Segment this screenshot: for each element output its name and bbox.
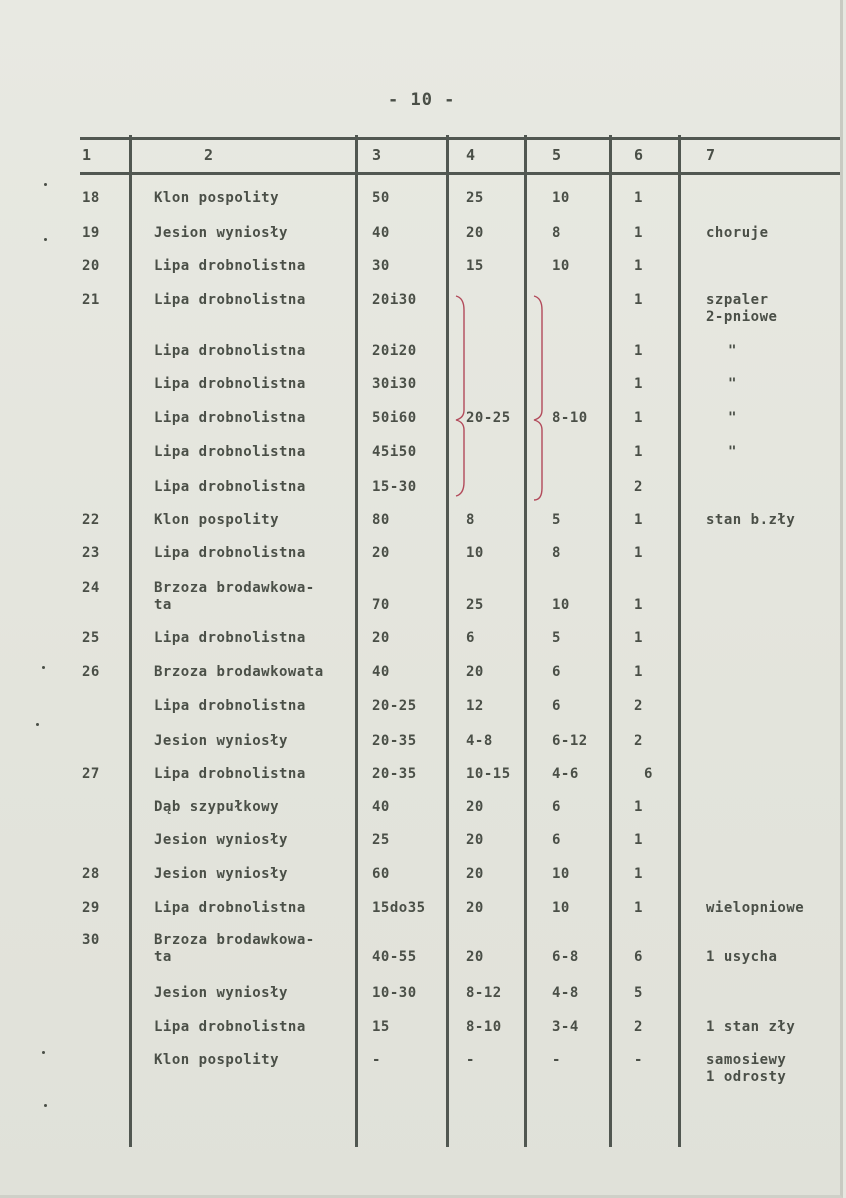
table-cell: Lipa drobnolistna xyxy=(154,766,306,782)
table-cell: 20i20 xyxy=(372,343,417,359)
table-cell: 1 xyxy=(634,343,643,359)
table-cell: 30i30 xyxy=(372,376,417,392)
table-cell: 27 xyxy=(82,766,100,782)
bracket-col4 xyxy=(456,296,464,496)
table-cell: 20 xyxy=(82,258,100,274)
table-cell: 15do35 xyxy=(372,900,426,916)
table-cell: wielopniowe xyxy=(706,900,805,916)
table-cell: 4-8 xyxy=(466,733,493,749)
table-cell: Lipa drobnolistna xyxy=(154,376,306,392)
table-cell: 10 xyxy=(552,900,570,916)
table-cell: 6 xyxy=(552,664,561,680)
table-cell: 1 xyxy=(634,900,643,916)
table-cell: 15 xyxy=(466,258,484,274)
table-cell: " xyxy=(728,444,737,460)
table-cell: - xyxy=(552,1052,561,1068)
table-cell: 29 xyxy=(82,900,100,916)
table-cell: 20-25 xyxy=(466,410,511,426)
column-header: 7 xyxy=(706,146,716,164)
table-cell: Lipa drobnolistna xyxy=(154,545,306,561)
table-cell: 1 xyxy=(634,512,643,528)
table-cell: 26 xyxy=(82,664,100,680)
table-cell: 10-15 xyxy=(466,766,511,782)
table-cell: 10-30 xyxy=(372,985,417,1001)
margin-dot xyxy=(44,1104,47,1107)
table-cell: Klon pospolity xyxy=(154,512,280,528)
table-cell: 1 xyxy=(634,225,643,241)
table-cell: Lipa drobnolistna xyxy=(154,444,306,460)
table-cell: 20 xyxy=(466,949,484,965)
table-cell: Lipa drobnolistna xyxy=(154,258,306,274)
page-number: - 10 - xyxy=(388,90,456,110)
table-cell: 15-30 xyxy=(372,479,417,495)
table-cell: Brzoza brodawkowata xyxy=(154,664,324,680)
table-cell: 8 xyxy=(466,512,475,528)
table-cell: 20 xyxy=(466,225,484,241)
table-cell: 50 xyxy=(372,190,390,206)
table-cell: Lipa drobnolistna xyxy=(154,900,306,916)
column-header: 3 xyxy=(372,146,382,164)
table-cell: 8-12 xyxy=(466,985,502,1001)
table-cell: 6 xyxy=(552,799,561,815)
table-cell: stan b.zły xyxy=(706,512,796,528)
table-cell: 20-35 xyxy=(372,733,417,749)
table-cell: Lipa drobnolistna xyxy=(154,630,306,646)
table-cell: 2 xyxy=(634,479,643,495)
table-cell: Lipa drobnolistna xyxy=(154,343,306,359)
table-cell: 20 xyxy=(466,866,484,882)
table-cell: 15 xyxy=(372,1019,390,1035)
table-cell: 60 xyxy=(372,866,390,882)
table-cell: 2 xyxy=(634,1019,643,1035)
margin-dot xyxy=(42,1051,45,1054)
table-cell: 1 xyxy=(634,597,643,613)
table-cell: 6 xyxy=(644,766,653,782)
table-cell: 30 xyxy=(82,932,100,948)
table-cell: 20 xyxy=(372,545,390,561)
table-cell: 25 xyxy=(466,190,484,206)
table-cell: 10 xyxy=(552,597,570,613)
table-cell: 1 xyxy=(634,410,643,426)
table-cell: samosiewy 1 odrosty xyxy=(706,1052,787,1085)
table-cell: 24 xyxy=(82,580,100,596)
table-cell: 23 xyxy=(82,545,100,561)
table-cell: " xyxy=(728,376,737,392)
table-cell: 6 xyxy=(552,832,561,848)
table-cell: 10 xyxy=(552,866,570,882)
table-cell: 80 xyxy=(372,512,390,528)
table-cell: 40 xyxy=(372,664,390,680)
table-cell: 8 xyxy=(552,225,561,241)
table-cell: 50i60 xyxy=(372,410,417,426)
table-cell: " xyxy=(728,343,737,359)
column-header: 2 xyxy=(204,146,214,164)
table-cell: 1 stan zły xyxy=(706,1019,796,1035)
table-cell: 70 xyxy=(372,597,390,613)
margin-dot xyxy=(42,666,45,669)
table-cell: Lipa drobnolistna xyxy=(154,1019,306,1035)
table-cell: 1 xyxy=(634,866,643,882)
table-cell: 6-12 xyxy=(552,733,588,749)
table-cell: 40-55 xyxy=(372,949,417,965)
table-cell: 1 xyxy=(634,292,643,308)
table-cell: 25 xyxy=(372,832,390,848)
margin-dot xyxy=(36,723,39,726)
table-cell: Lipa drobnolistna xyxy=(154,410,306,426)
table-cell: 1 usycha xyxy=(706,949,778,965)
table-cell: 25 xyxy=(466,597,484,613)
table-cell: choruje xyxy=(706,225,769,241)
table-cell: 1 xyxy=(634,258,643,274)
table-cell: 40 xyxy=(372,225,390,241)
table-cell: 5 xyxy=(552,630,561,646)
table-cell: 20-25 xyxy=(372,698,417,714)
table-cell: 30 xyxy=(372,258,390,274)
table-cell: 1 xyxy=(634,190,643,206)
table-cell: Lipa drobnolistna xyxy=(154,698,306,714)
table-cell: 28 xyxy=(82,866,100,882)
table-cell: 20i30 xyxy=(372,292,417,308)
table-cell: - xyxy=(466,1052,475,1068)
table-cell: 1 xyxy=(634,376,643,392)
table-cell: 45i50 xyxy=(372,444,417,460)
table-cell: 1 xyxy=(634,444,643,460)
table-cell: szpaler 2-pniowe xyxy=(706,292,778,325)
margin-dot xyxy=(44,183,47,186)
table-cell: 8-10 xyxy=(552,410,588,426)
table-cell: 6 xyxy=(634,949,643,965)
table-cell: 1 xyxy=(634,630,643,646)
table-cell: Brzoza brodawkowa- ta xyxy=(154,580,315,613)
table-cell: 10 xyxy=(466,545,484,561)
table-cell: 12 xyxy=(466,698,484,714)
table-cell: Jesion wyniosły xyxy=(154,733,288,749)
table-cell: 10 xyxy=(552,190,570,206)
table-cell: 2 xyxy=(634,733,643,749)
table-cell: 20-35 xyxy=(372,766,417,782)
table-cell: Jesion wyniosły xyxy=(154,866,288,882)
margin-dot xyxy=(44,238,47,241)
table-cell: 25 xyxy=(82,630,100,646)
table-cell: Jesion wyniosły xyxy=(154,225,288,241)
table-cell: 22 xyxy=(82,512,100,528)
column-header: 5 xyxy=(552,146,562,164)
table-cell: Brzoza brodawkowa- ta xyxy=(154,932,315,965)
table-cell: Klon pospolity xyxy=(154,1052,280,1068)
bracket-col5 xyxy=(534,296,542,500)
table-cell: 6 xyxy=(552,698,561,714)
table-cell: Jesion wyniosły xyxy=(154,985,288,1001)
table-cell: 20 xyxy=(466,799,484,815)
table-cell: 1 xyxy=(634,664,643,680)
table-cell: 4-8 xyxy=(552,985,579,1001)
table-cell: 8-10 xyxy=(466,1019,502,1035)
column-header: 6 xyxy=(634,146,644,164)
table-cell: 5 xyxy=(552,512,561,528)
table-cell: 6-8 xyxy=(552,949,579,965)
table-cell: 19 xyxy=(82,225,100,241)
table-cell: 2 xyxy=(634,698,643,714)
table-cell: 1 xyxy=(634,799,643,815)
table-cell: 4-6 xyxy=(552,766,579,782)
table-cell: Dąb szypułkowy xyxy=(154,799,280,815)
table-cell: Lipa drobnolistna xyxy=(154,479,306,495)
column-header: 1 xyxy=(82,146,92,164)
table-cell: 6 xyxy=(466,630,475,646)
table-cell: 1 xyxy=(634,545,643,561)
column-header: 4 xyxy=(466,146,476,164)
table-cell: 20 xyxy=(466,664,484,680)
table-cell: 18 xyxy=(82,190,100,206)
table-cell: - xyxy=(634,1052,643,1068)
table-cell: 10 xyxy=(552,258,570,274)
table-cell: 20 xyxy=(466,832,484,848)
table-cell: 3-4 xyxy=(552,1019,579,1035)
table-cell: Klon pospolity xyxy=(154,190,280,206)
table-cell: 5 xyxy=(634,985,643,1001)
table-cell: 1 xyxy=(634,832,643,848)
table-cell: Lipa drobnolistna xyxy=(154,292,306,308)
table-cell: " xyxy=(728,410,737,426)
table-cell: 20 xyxy=(372,630,390,646)
table-cell: 20 xyxy=(466,900,484,916)
table-cell: 8 xyxy=(552,545,561,561)
table-cell: 21 xyxy=(82,292,100,308)
table-cell: 40 xyxy=(372,799,390,815)
table-cell: - xyxy=(372,1052,381,1068)
table-cell: Jesion wyniosły xyxy=(154,832,288,848)
